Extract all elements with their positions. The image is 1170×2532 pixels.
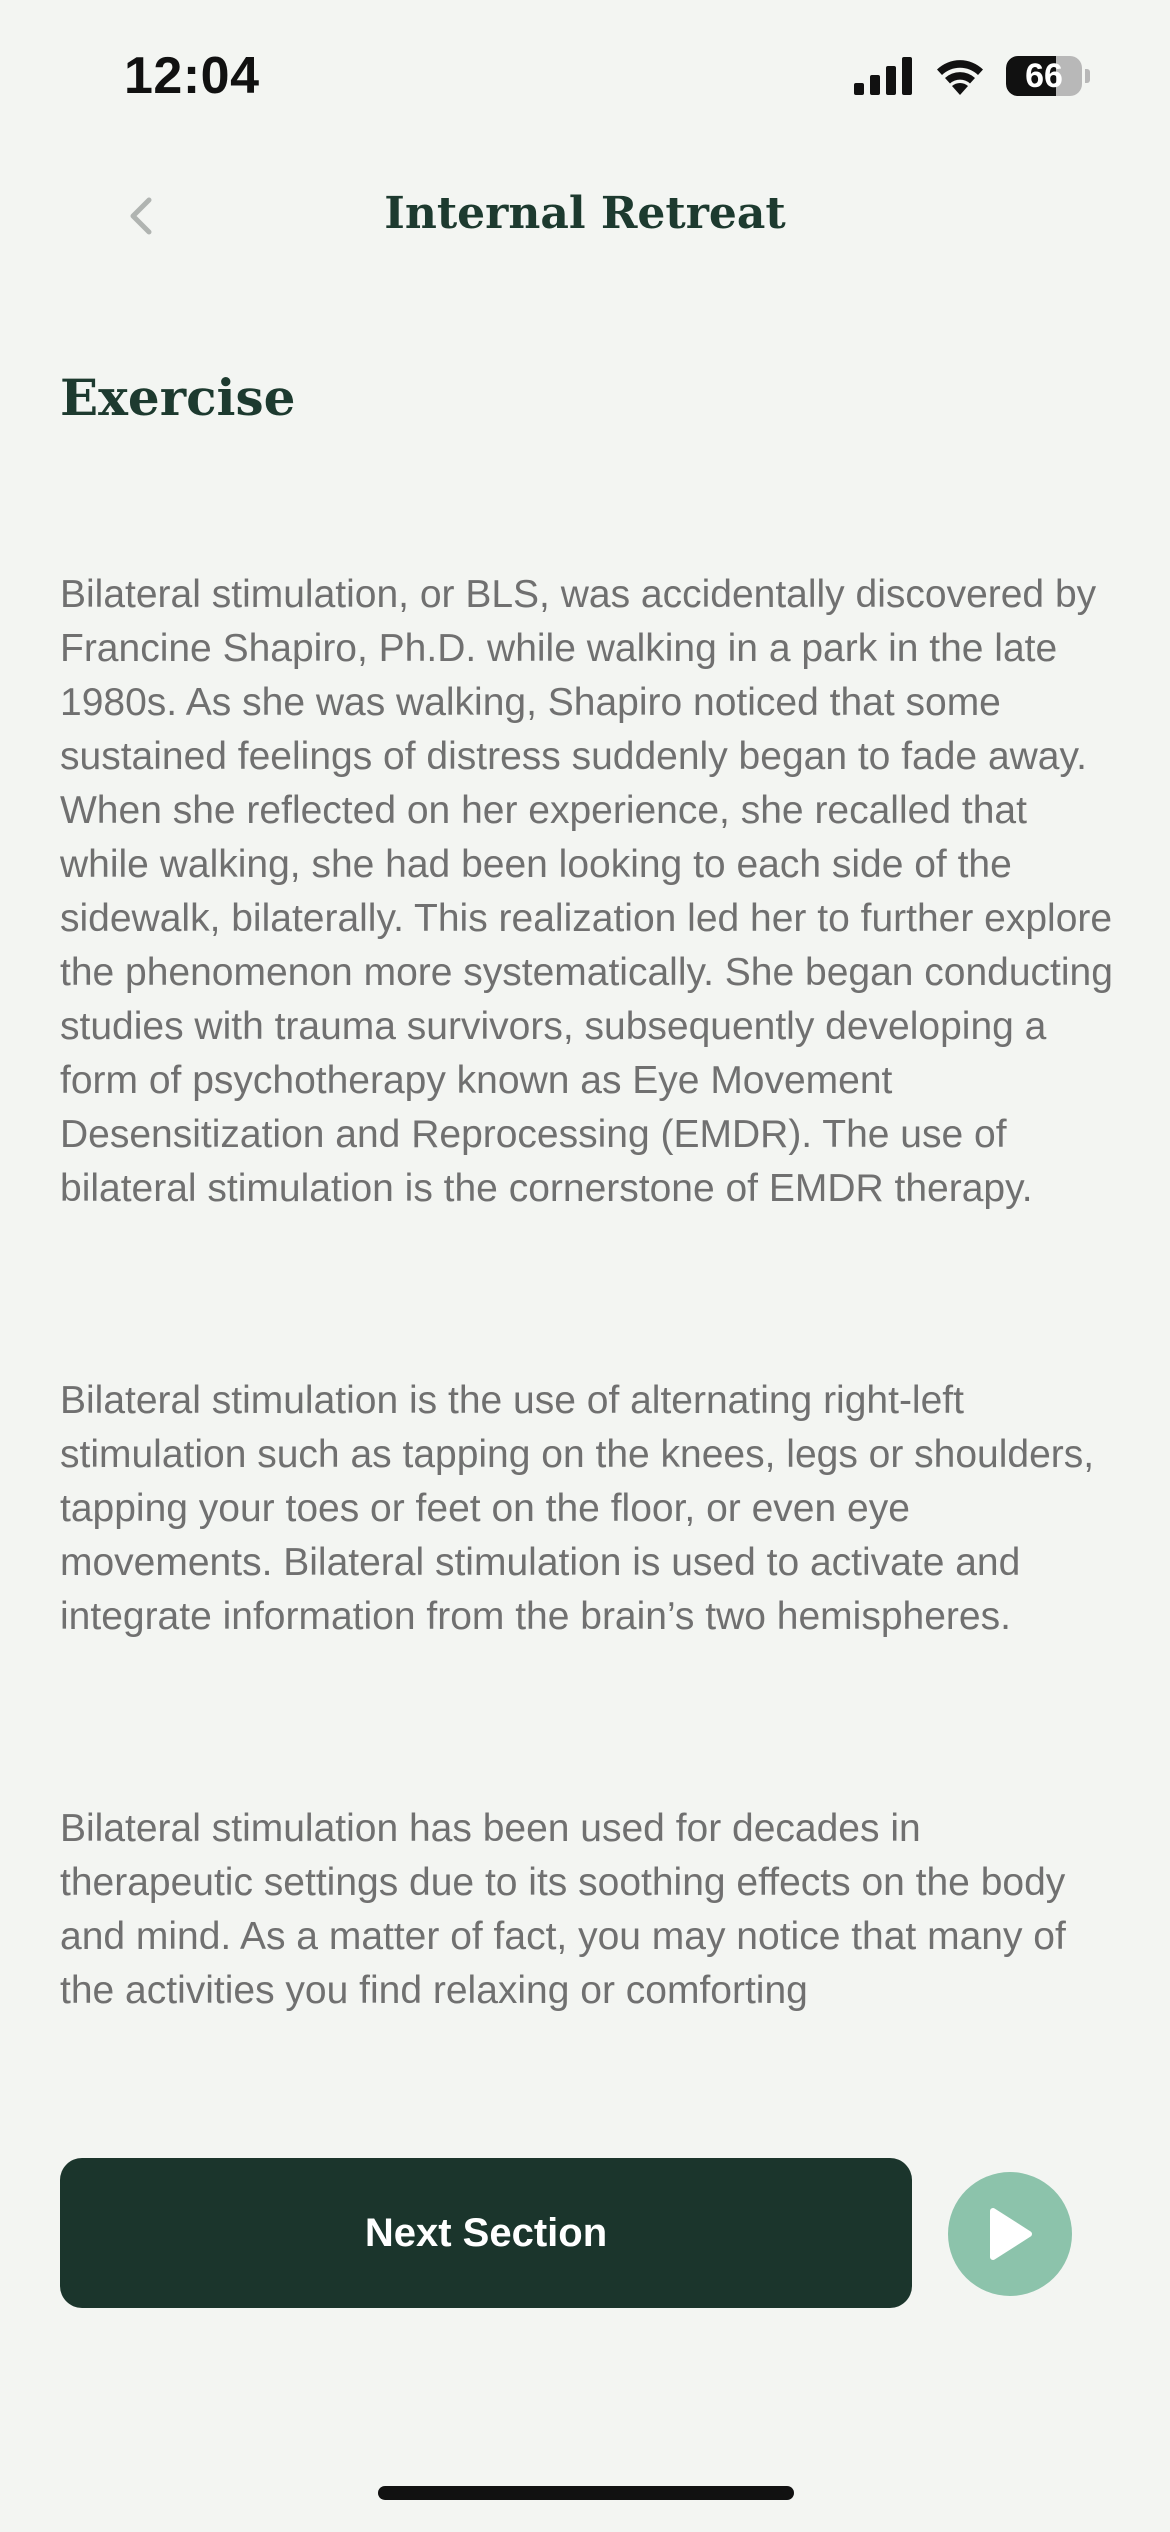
paragraph: Bilateral stimulation, or BLS, was accidentally discovered by Francine Shapiro, Ph.D. while walking in a park in the late 1980s. As she was walking, Shapiro noticed that some sustained feelings of distress suddenly began to fade away. When she reflected on her experience, she recalled that while walking, she had been looking to each side of the sidewalk, bilaterally. This realization led her to further explore the phenomenon more systematically. She began conducting studies with trauma survivors, subsequently developing a form of psychotherapy known as Eye Movement Desensitization and Reprocessing (EMDR). The use of bilateral stimulation is the cornerstone of EMDR therapy.: [60, 573, 1113, 1210]
wifi-icon: [934, 57, 986, 95]
section-heading: Exercise: [60, 368, 296, 427]
article-content[interactable]: [60, 568, 1120, 2108]
nav-header: [0, 170, 1170, 270]
page-title: Internal Retreat: [384, 188, 786, 239]
paragraph: Bilateral stimulation is the use of alternating right-left stimulation such as tapping on the knees, legs or shoulders, tapping your toes or feet on the floor, or even eye movements. Bilateral stimulation is used to activate and integrate information from the brain’s two hemispheres.: [60, 1379, 1095, 1638]
battery-level: 66: [1025, 56, 1063, 95]
battery-icon: [1006, 56, 1090, 96]
status-icons: [854, 56, 1090, 96]
signal-icon: [854, 57, 914, 95]
play-icon: [987, 2207, 1033, 2261]
status-time: 12:04: [124, 47, 260, 105]
play-button[interactable]: [948, 2172, 1072, 2296]
paragraph: Bilateral stimulation has been used for decades in therapeutic settings due to its soothing effects on the body and mind. As a matter of fact, you may notice that many of the activities you find relaxing or comforting: [60, 1807, 1066, 2012]
status-bar: [0, 0, 1170, 150]
home-indicator: [378, 2486, 794, 2500]
next-section-button[interactable]: Next Section: [60, 2158, 912, 2308]
